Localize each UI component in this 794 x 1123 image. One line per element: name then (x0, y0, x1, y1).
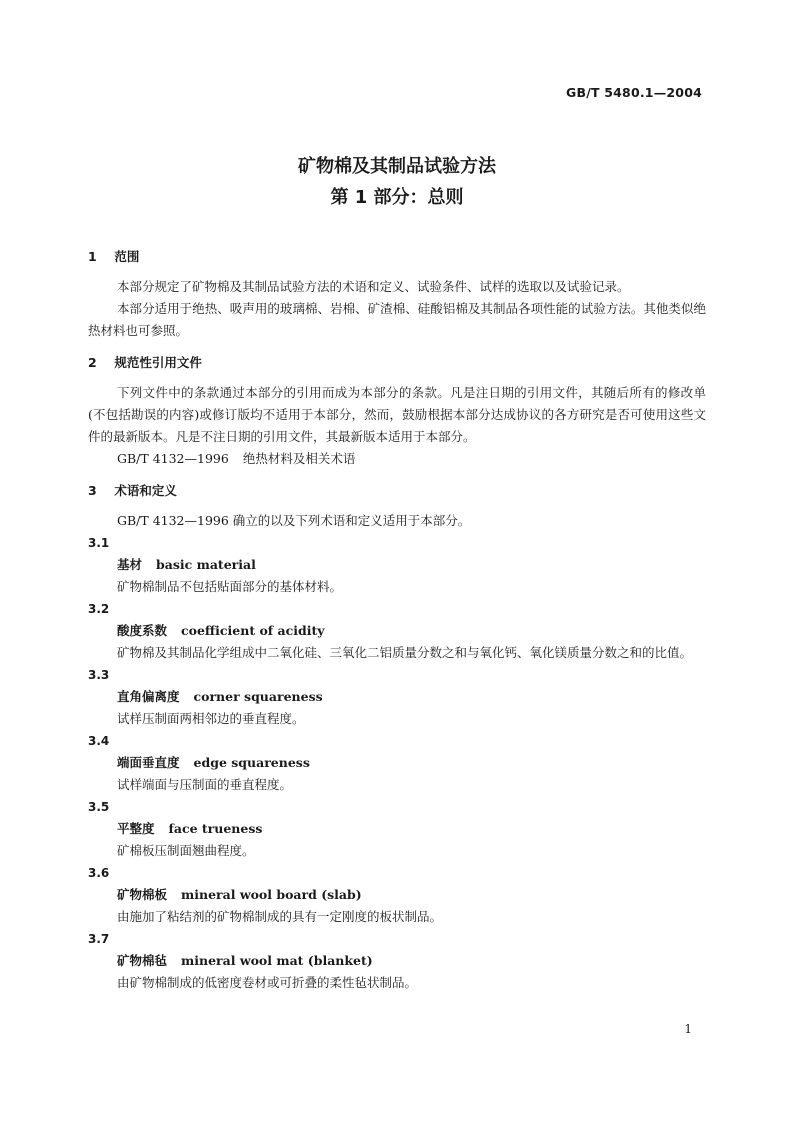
reference-title: 绝热材料及相关术语 (242, 451, 356, 466)
document-title: 矿物棉及其制品试验方法 (298, 156, 496, 177)
term-definition: 矿物棉及其制品化学组成中二氧化硅、三氧化二铝质量分数之和与氧化钙、氧化镁质量分数之和的比值。 (117, 645, 693, 660)
term-name-en: mineral wool board (slab) (181, 887, 362, 902)
term-number: 3.2 (88, 602, 110, 616)
term-number: 3.6 (88, 866, 110, 880)
term-definition: 矿物棉制品不包括贴面部分的基体材料。 (117, 579, 343, 594)
term-definition: 试样端面与压制面的垂直程度。 (117, 777, 293, 792)
reference-entry (88, 448, 706, 470)
term-name-zh: 酸度系数 (117, 623, 168, 638)
term-entry (88, 598, 706, 664)
document-subtitle: 第 1 部分：总则 (330, 187, 464, 208)
terms-intro: GB/T 4132—1996 确立的以及下列术语和定义适用于本部分。 (117, 513, 471, 528)
section-heading-normative (88, 352, 706, 374)
term-name-zh: 端面垂直度 (117, 755, 180, 770)
term-entry (88, 730, 706, 796)
term-name-zh: 矿物棉板 (117, 887, 168, 902)
section-heading-scope (88, 246, 706, 268)
term-name-zh: 矿物棉毡 (117, 953, 168, 968)
section-number: 2 (88, 355, 97, 370)
section-number: 1 (88, 249, 97, 264)
section-heading-terms (88, 480, 706, 502)
term-name-en: mineral wool mat (blanket) (181, 953, 373, 968)
section-title: 规范性引用文件 (114, 355, 202, 370)
standard-code: GB/T 5480.1—2004 (566, 85, 702, 100)
term-name-zh: 平整度 (117, 821, 155, 836)
page-number: 1 (684, 1022, 692, 1036)
term-number: 3.1 (88, 536, 110, 550)
normative-paragraph: 下列文件中的条款通过本部分的引用而成为本部分的条款。凡是注日期的引用文件，其随后所有的修改单(不包括勘误的内容)或修订版均不适用于本部分，然而，鼓励根据本部分达成协议的各方研究是否可使用这些文件的最新版本。凡是不注日期的引用文件，其最新版本适用于本部分。 (88, 385, 706, 444)
section-title: 术语和定义 (114, 483, 177, 498)
term-name-en: corner squareness (193, 689, 323, 704)
term-entry (88, 928, 706, 994)
section-number: 3 (88, 483, 97, 498)
term-name-en: coefficient of acidity (181, 623, 325, 638)
section-title: 范围 (114, 249, 140, 264)
term-number: 3.4 (88, 734, 110, 748)
term-name-zh: 基材 (117, 557, 143, 572)
term-entry (88, 862, 706, 928)
term-number: 3.7 (88, 932, 110, 946)
scope-paragraph: 本部分适用于绝热、吸声用的玻璃棉、岩棉、矿渣棉、硅酸铝棉及其制品各项性能的试验方法。其他类似绝热材料也可参照。 (88, 301, 706, 338)
term-name-en: edge squareness (193, 755, 310, 770)
term-name-en: basic material (156, 557, 256, 572)
term-number: 3.3 (88, 668, 110, 682)
term-definition: 由矿物棉制成的低密度卷材或可折叠的柔性毡状制品。 (117, 975, 418, 990)
document-body (88, 246, 706, 994)
term-entry (88, 532, 706, 598)
term-name-en: face trueness (168, 821, 263, 836)
term-definition: 矿棉板压制面翘曲程度。 (117, 843, 255, 858)
scope-paragraph: 本部分规定了矿物棉及其制品试验方法的术语和定义、试验条件、试样的选取以及试验记录。 (117, 279, 630, 294)
term-definition: 由施加了粘结剂的矿物棉制成的具有一定刚度的板状制品。 (117, 909, 443, 924)
term-entry (88, 664, 706, 730)
reference-code: GB/T 4132—1996 (117, 451, 229, 466)
term-name-zh: 直角偏离度 (117, 689, 180, 704)
term-number: 3.5 (88, 800, 110, 814)
term-definition: 试样压制面两相邻边的垂直程度。 (117, 711, 305, 726)
term-entry (88, 796, 706, 862)
